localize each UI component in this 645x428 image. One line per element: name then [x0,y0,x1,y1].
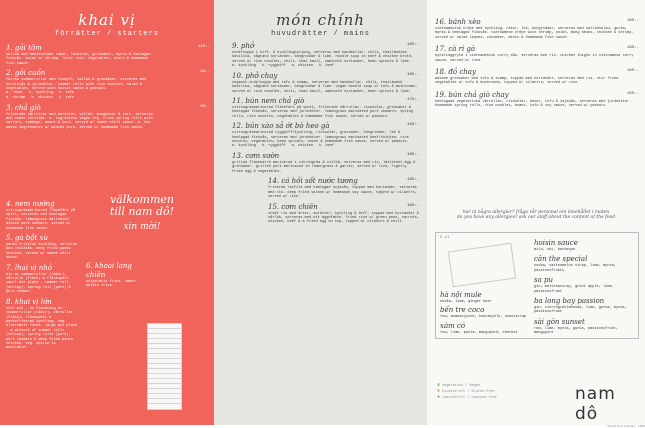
item-desc: citrongräsmarinerad fläskfärs på spett, serveras med hemlagad fisksås. lemongrass marinated minced pork skewers, served w/ homemade fish sauce. [6,209,76,231]
menu-item [232,42,419,69]
item-desc: citrongräsmarinerad fläskfärs på spett, friterade vårrullar, risnudlar, grönsaker & hemlagad fisksås, serveras med jordnötter. lemongrass marinated pork skewers, spring rolls, rice noodles, vegetables & homemade fish sauce, served w/ peanuts. [232,106,414,119]
item-name: 1. gỏi tôm [6,44,42,52]
menu-item [268,203,419,225]
item-price: 165:- [626,46,639,51]
starters-panel [0,0,214,425]
menu-item [232,122,419,149]
legend-item: ● Laktosfritt / Lactose-free [437,394,497,400]
drink-item: cân the special vodka, vattenmelon sirap, lime, mynta, passionsfrukts [534,255,616,273]
item-name: 5. gà bột xù [6,234,48,243]
menu-item [435,91,639,109]
item-name: 6. khoai lang chiên [86,262,132,279]
item-name: 11. bún nem chả giò [232,97,305,106]
item-price: 89:- [200,104,210,109]
menu-item [6,103,210,131]
welcome-text: välkommen till nam dô! xin mời! [109,193,175,232]
item-desc: hemlagade vegetariska vårrullar, risnudlar, bönor, tofu & sojasås, serveras med jordnötter. homemade spring rolls, rice noodles, beans, tofu & soy sauce, served w/ peanuts. [435,99,632,109]
item-desc: friterad laxfilé med hemlagad sojasås, toppad med koriander, serveras med ris. deep fried salmon w/ homemade soy sauce, topped w/ cilantro, served w/ rice. [268,186,417,200]
drop-icon: ● [437,394,441,400]
item-desc: friterade vårrullar med morötter, vitlök, mungbönor & taro. serveras med sweet chilisås. a. ingrediens vegan veg. fried spring rolls with carrots, cabbage, beans & taro. served w/ sweet chili sauce. a. the above ingredients w/ minced pork. served w/ homemade fish sauce. [6,112,153,130]
more-mains-panel [427,0,645,428]
wheat-icon: ✾ [437,388,441,394]
legend-item: ✾ Glutenfritt / Gluten-free [437,388,495,394]
starters-subtitle: förrätter / starters [54,30,159,38]
drink-item: sài gòn sunset rom, lime, mynta, gurka, passionsfrukt, mangopuré [534,317,619,336]
item-desc: sötpotatis fries. sweet potato fries. [86,280,136,289]
drink-item: xàm có rom, lime, mynta, mangopuré, sherbet [440,321,518,335]
volume-label: 5 cl [440,236,450,240]
item-desc: panko-friterad kyckling, serveras med chilisås. deep fried panko chicken, served w/ sweet chili sauce. [6,243,78,261]
drink-item: hoisin sauce mild, söt, barbeque [534,239,578,252]
item-price: 155:- [626,91,639,96]
item-desc: kycklinggryta i vietnamesisk curry sås, serveras med ris. chicken thighs in vietnamese curry sauce, served w/ rice. [435,54,634,63]
item-price: 189:- [406,153,419,158]
item-name: 12. bún xào sả ớt bò heo gà [232,122,330,131]
item-price: 165:- [406,72,419,77]
item-name: 8. khai vị lớn [6,297,52,306]
menu-item [435,18,639,40]
drink-list-left [440,291,530,335]
item-desc: färska sommarrullar med rismjöl, sallad & grönsaker. serveras med hoisinsås & jordnötter. summer rolls with rice noodles, salad & vegetables, served with hoisin sauce & peanuts. [6,78,147,92]
logo-sub: Street food vietnam · 1990 [607,424,645,428]
menu-item [6,200,78,231]
item-name: 14. cá hồi sốt nước tương [268,177,358,186]
menu-item [6,69,210,101]
item-name: 7. lhai vị nhỏ [6,263,52,272]
leaf-icon: ❦ [437,382,441,388]
allergy-note: har ni några allergier? fråga vår personal om innehållet i maten do you have any allergies? ask our staff about the content of the food [456,210,616,220]
item-price: 195:- [406,178,419,183]
legend-item: ❦ Vegetarisk / Vegan [437,382,480,388]
item-desc: nudelsoppa i biff- & kycklingbuljong, serveras med handmollar, chili, thailändska basilika, sågtand koriander, böngroddar & lime. noodle soup in beef & chicken broth, served w/ rice noodles, chili, thai basil, sawtooth coriander, bean sprouts & lime. [232,51,414,64]
item-name: 18. đồ chay [435,68,476,77]
item-name: 19. bún chả giò chay [435,90,509,99]
drink-illustration [448,243,516,288]
item-price: 175:- [406,98,419,103]
item-price: 165:- [626,69,639,74]
item-name: 2. gỏi cuốn [6,69,46,78]
item-name: 17. cà ri gà [435,45,476,54]
item-name: 13. cơm sườn [232,152,280,161]
window-shutter-illustration [147,323,182,410]
mains-subtitle: huvudrätter / mains [271,30,370,38]
item-price: 89:- [200,70,210,75]
drinks-box [435,232,639,339]
menu-item [435,68,639,86]
item-desc: vegansk nudelsoppa med tofu & svamp, serveras med handmollar, chili, thailändsk basilika, sågtand koriander, böngroddar & lime. vegan noodle soup w/ tofu & mushrooms, served w/ rice noodles, chili, thai basil, sawtooth coriander, bean sprouts & lime. [232,80,418,94]
menu-item [435,45,639,63]
menu-item [86,262,148,289]
starters-title: khai vị [78,11,136,29]
item-desc: vietnamesisk crêpe med kyckling, räkor, lök, böngroddar, serveras med salladsblad, gurka, mynta & hemlagad fisksås. vietnamese crêpe with shrimp, onion, mung beans, chicken & shrimp, served w/ salad leaves, cucumber, mints & homemade fish sauce. [435,27,634,40]
diet-legend [437,382,497,400]
drink-item: bến tre coco rom, ananasjuice, kokosmjölk, kokossirap [440,306,527,320]
item-price: 169:- [406,123,419,128]
menu-item [6,44,210,66]
item-name: 4. nem nướng [6,200,55,208]
drink-list-right [534,239,634,336]
menu-item [6,298,78,351]
item-price: 169:- [406,203,419,208]
menu-item [232,152,419,174]
item-desc: citrongräsmarinerad ryggbiff/kyckling, risnudlar, grönsaker, böngroddar, lök & hemlagad fisksås, serveras med jordnötter. lemongrass marinated beef/chicken, rice noodles, vegetables, bean sprouts, onion & homemade fish sauce, served w/ peanuts. [232,131,409,145]
menu-item [232,72,419,94]
drink-item: sa pu gin, maltshasirap, grönt äpple, lime, passionsfrukt [534,276,614,294]
item-name: 10. phở chay [232,71,278,80]
item-desc: sallad med handskalade räkor, lotusrot, grönsaker, mynta & hemlagad fisksås. salad w/ shrimp, lotus root, vegetables, mints & homemade fish sauce. [6,53,151,66]
mains-panel [214,0,427,425]
item-desc: wokade grönsaker med tofu & svamp, toppad med koriander, serveras med ris. stir fried vegetables w/ tofu & mushrooms, topped w/ cilantro, served w/ rice. [435,77,619,86]
item-desc: stekt ris med ärter, morötter, kyckling & biff, toppad med koriander & vårlök, serveras med ett äggöfatte. fried rice w/ green peas, carrots, chicken, beef & a fried egg on top, topped w/ cilantro & chili. [268,211,419,225]
item-name: 9. phở [232,42,255,50]
menu-item [232,97,419,119]
item-options: a. räkor b. kyckling c. tofu a. shrimp b. chicken c. tofu [6,91,75,101]
drink-item: ba long bay passion gin, citrongräslemonad, lime, gurka, mynta, passionsfrukt [534,297,627,315]
menu-item [6,264,78,295]
item-desc: stor mix - en blandning av sommarrullar (räkor), vårrullar (fläsk), fläskspett & pankofriterad kyckling. veg. alternativ finns. large mix plate - a mixture of summer rolls (shrimp), spring rolls (pork), pork skewers & deep fried panko chicken. veg. option is available. [6,306,78,351]
item-desc: mix av sommarrullar (räkor), vårrulle (fläsk) & fläskspett. small mix plate - summer roll (shrimp), spring roll (pork) & pork skewer. [6,272,71,295]
item-options: a. kyckling b. ryggbiff a. chicken b. beef [232,144,335,149]
item-name: 15. cơm chiên [268,202,318,211]
menu-item [6,234,78,261]
brand-logo: nam dô Street food vietnam · 1990 [575,384,645,428]
item-price: 129:- [197,45,210,49]
drink-item: hà nội mule vodka, lime, ginger beer [440,291,492,304]
mains-title: món chính [276,11,365,29]
item-name: 16. bánh xèo [435,18,481,26]
item-desc: grillad fläskkarré marinerad i citrongräs & vitlök, serveras med ris, lättstekt ägg & grönsaker. grilled pork marinated in lemongrass & garlic, served w/ rice, lightly fried egg & vegetables. [232,161,416,174]
item-price: 165:- [626,19,639,23]
item-price: 165:- [406,43,419,47]
menu-item [268,177,419,199]
item-options: a. kyckling b. ryggbiff a. chicken b. beef [232,64,335,69]
item-name: 3. chả giò [6,103,41,112]
